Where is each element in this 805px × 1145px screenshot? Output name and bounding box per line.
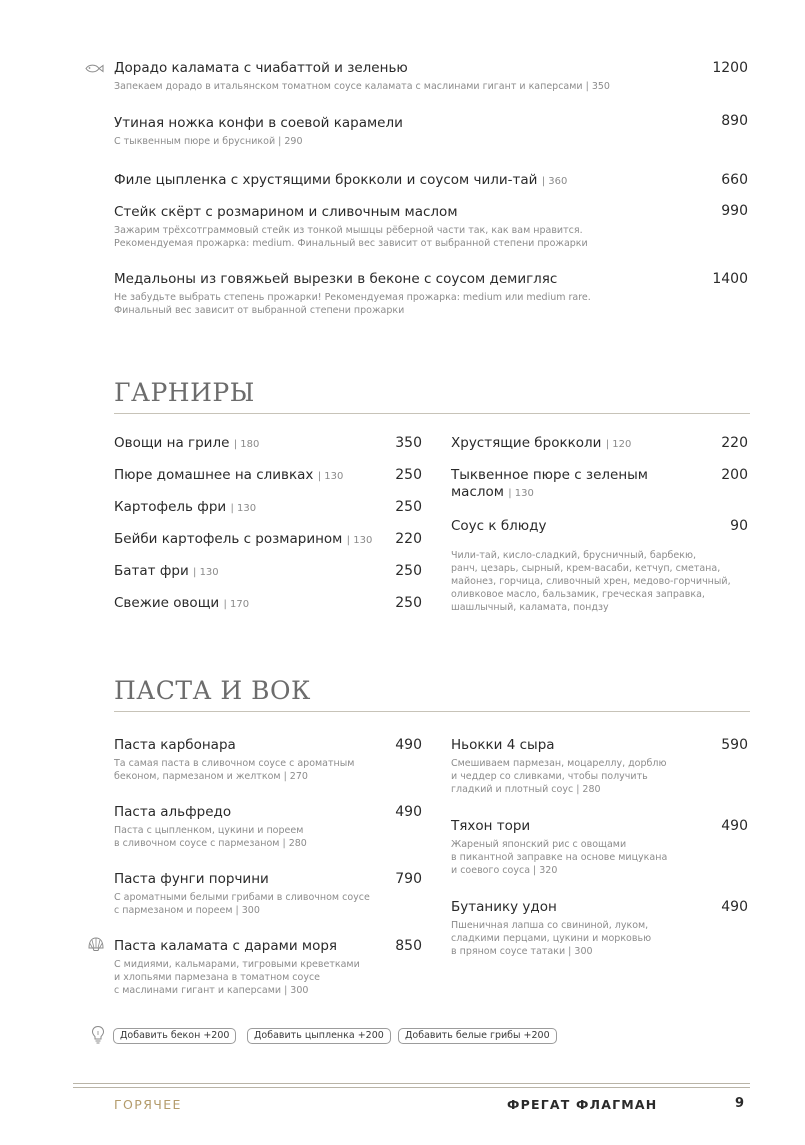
- desc-line: гладкий и плотный соус | 280: [451, 784, 601, 795]
- garnish-item: [451, 467, 648, 502]
- desc-line: ранч, цезарь, сырный, крем-васаби, кетчуп, сметана,: [451, 563, 721, 574]
- item-name: Стейк скёрт с розмарином и сливочным маслом: [114, 204, 458, 220]
- garnish-item: [114, 435, 259, 453]
- garnish-item: [114, 563, 219, 581]
- item-desc: С тыквенным пюре и брусникой | 290: [114, 136, 303, 147]
- item-price: 200: [721, 467, 748, 483]
- item-price: 220: [395, 531, 422, 547]
- item-desc: [114, 958, 360, 997]
- item-name: Свежие овощи: [114, 595, 220, 611]
- menu-item: [114, 115, 403, 148]
- item-price: 790: [395, 871, 422, 887]
- item-name: Картофель фри: [114, 499, 227, 515]
- item-price: 1200: [712, 60, 748, 76]
- desc-line: в пряном соусе татаки | 300: [451, 946, 593, 957]
- addon-chip-mushrooms: Добавить белые грибы +200: [398, 1028, 557, 1044]
- item-price: 250: [395, 499, 422, 515]
- garnish-item: [114, 467, 343, 485]
- item-weight: | 180: [233, 439, 260, 450]
- desc-line: шашлычный, каламата, пондзу: [451, 602, 609, 613]
- item-name: Дорадо каламата с чиабаттой и зеленью: [114, 60, 408, 76]
- item-price: 990: [721, 203, 748, 219]
- desc-line: Смешиваем пармезан, моцареллу, дорблю: [451, 758, 667, 769]
- desc-line: С ароматными белыми грибами в сливочном соусе: [114, 892, 370, 903]
- item-name: Ньокки 4 сыра: [451, 737, 555, 753]
- garnish-item: [114, 531, 372, 549]
- footer-divider: [73, 1083, 750, 1084]
- item-weight: | 130: [317, 471, 344, 482]
- item-desc: Запекаем дорадо в итальянском томатном соусе каламата с маслинами гигант и каперсами | 350: [114, 81, 610, 92]
- desc-line: оливковое масло, бальзамик, греческая заправка,: [451, 589, 705, 600]
- item-price: 850: [395, 938, 422, 954]
- item-desc: [451, 919, 651, 958]
- menu-item: [114, 60, 610, 93]
- item-weight: | 130: [508, 488, 534, 499]
- garnish-item: [451, 518, 546, 535]
- item-price: 220: [721, 435, 748, 451]
- item-desc: [451, 757, 666, 796]
- item-name: [114, 172, 567, 190]
- desc-line: с маслинами гигант и каперсами | 300: [114, 985, 309, 996]
- page-number: 9: [735, 1096, 745, 1111]
- desc-line: Та самая паста в сливочном соусе с ароматным: [114, 758, 355, 769]
- pasta-item: [114, 871, 370, 917]
- pasta-item: [451, 818, 667, 877]
- addon-chip-chicken: Добавить цыпленка +200: [247, 1028, 391, 1044]
- desc-line: Рекомендуемая прожарка: medium. Финальный вес зависит от выбранной степени прожарки: [114, 238, 588, 249]
- footer-brand: ФРЕГАТ ФЛАГМАН: [507, 1097, 658, 1112]
- item-desc: [114, 824, 307, 850]
- item-price: 490: [395, 737, 422, 753]
- desc-line: Пшеничная лапша со свининой, луком,: [451, 920, 649, 931]
- desc-line: Жареный японский рис с овощами: [451, 839, 627, 850]
- item-price: 250: [395, 563, 422, 579]
- item-name: Паста карбонара: [114, 737, 236, 753]
- desc-line: Паста с цыпленком, цукини и пореем: [114, 825, 304, 836]
- desc-line: и чеддер со сливками, чтобы получить: [451, 771, 648, 782]
- desc-line: Финальный вес зависит от выбранной степени прожарки: [114, 305, 405, 316]
- item-price: 350: [395, 435, 422, 451]
- desc-line: в сливочном соусе с пармезаном | 280: [114, 838, 307, 849]
- item-name: Бутанику удон: [451, 899, 557, 915]
- footer-divider: [73, 1087, 750, 1088]
- item-weight: | 120: [605, 439, 632, 450]
- item-price: 1400: [712, 271, 748, 287]
- item-price: 490: [721, 818, 748, 834]
- desc-line: Чили-тай, кисло-сладкий, брусничный, барбекю,: [451, 550, 697, 561]
- item-name: Овощи на гриле: [114, 435, 230, 451]
- menu-item: [114, 271, 591, 317]
- pasta-item: [114, 938, 360, 997]
- desc-line: с пармезаном и пореем | 300: [114, 905, 260, 916]
- item-weight: | 130: [193, 567, 219, 578]
- item-name: Соус к блюду: [451, 518, 547, 534]
- item-name: Утиная ножка конфи в соевой карамели: [114, 115, 403, 131]
- item-price: 490: [395, 804, 422, 820]
- desc-line: и хлопьями пармезана в томатном соусе: [114, 972, 321, 983]
- pasta-item: [451, 737, 666, 796]
- menu-item: [114, 172, 567, 190]
- footer-section-label: ГОРЯЧЕЕ: [114, 1097, 182, 1112]
- addon-chip-bacon: Добавить бекон +200: [113, 1028, 236, 1044]
- item-price: 90: [730, 518, 748, 534]
- item-name: Хрустящие брокколи: [451, 435, 602, 451]
- item-weight: | 130: [346, 535, 373, 546]
- item-name: маслом: [451, 484, 504, 500]
- menu-item: [114, 204, 588, 250]
- pasta-item: [114, 804, 307, 850]
- item-name: Паста каламата с дарами моря: [114, 938, 338, 954]
- garnish-item: [114, 595, 249, 613]
- item-name: Паста альфредо: [114, 804, 232, 820]
- item-name: Пюре домашнее на сливках: [114, 467, 314, 483]
- pasta-item: [451, 899, 651, 958]
- garnish-item: [114, 499, 256, 517]
- item-weight: | 170: [223, 599, 250, 610]
- item-desc: [114, 224, 588, 250]
- item-price: 250: [395, 595, 422, 611]
- fish-icon: [84, 63, 104, 74]
- desc-line: беконом, пармезаном и желтком | 270: [114, 771, 308, 782]
- item-price: 490: [721, 899, 748, 915]
- item-name: Медальоны из говяжьей вырезки в беконе с соусом демигляс: [114, 271, 558, 287]
- item-desc: [114, 757, 354, 783]
- item-weight: | 360: [541, 176, 568, 187]
- desc-line: сладкими перцами, цукини и морковью: [451, 933, 652, 944]
- item-name: Бейби картофель с розмарином: [114, 531, 343, 547]
- item-price: 250: [395, 467, 422, 483]
- item-weight: | 130: [230, 503, 257, 514]
- item-desc: [451, 838, 667, 877]
- desc-line: Зажарим трёхсотграммовый стейк из тонкой мышцы рёберной части так, как вам нравится.: [114, 225, 583, 236]
- item-price: 590: [721, 737, 748, 753]
- item-name: Тяхон тори: [451, 818, 531, 834]
- pasta-item: [114, 737, 354, 783]
- section-title-pasta: ПАСТА И ВОК: [114, 676, 311, 705]
- desc-line: в пикантной заправке на основе мицукана: [451, 852, 668, 863]
- section-divider: [114, 711, 750, 712]
- section-divider: [114, 413, 750, 414]
- item-price: 660: [721, 172, 748, 188]
- sauce-list: [451, 549, 731, 614]
- desc-line: и соевого соуса | 320: [451, 865, 558, 876]
- item-name: Тыквенное пюре с зеленым: [451, 467, 648, 483]
- section-title-garnish: ГАРНИРЫ: [114, 378, 255, 407]
- item-name: Паста фунги порчини: [114, 871, 269, 887]
- item-name: Батат фри: [114, 563, 189, 579]
- item-name-text: Филе цыпленка с хрустящими брокколи и соусом чили-тай: [114, 172, 538, 188]
- lightbulb-icon: [91, 1025, 105, 1045]
- shell-icon: [87, 936, 105, 952]
- item-desc: [114, 291, 591, 317]
- item-desc: [114, 891, 370, 917]
- item-price: 890: [721, 113, 748, 129]
- desc-line: Не забудьте выбрать степень прожарки! Рекомендуемая прожарка: medium или medium rare.: [114, 292, 591, 303]
- desc-line: майонез, горчица, сливочный хрен, медово-горчичный,: [451, 576, 731, 587]
- garnish-item: [451, 435, 631, 453]
- desc-line: С мидиями, кальмарами, тигровыми креветками: [114, 959, 360, 970]
